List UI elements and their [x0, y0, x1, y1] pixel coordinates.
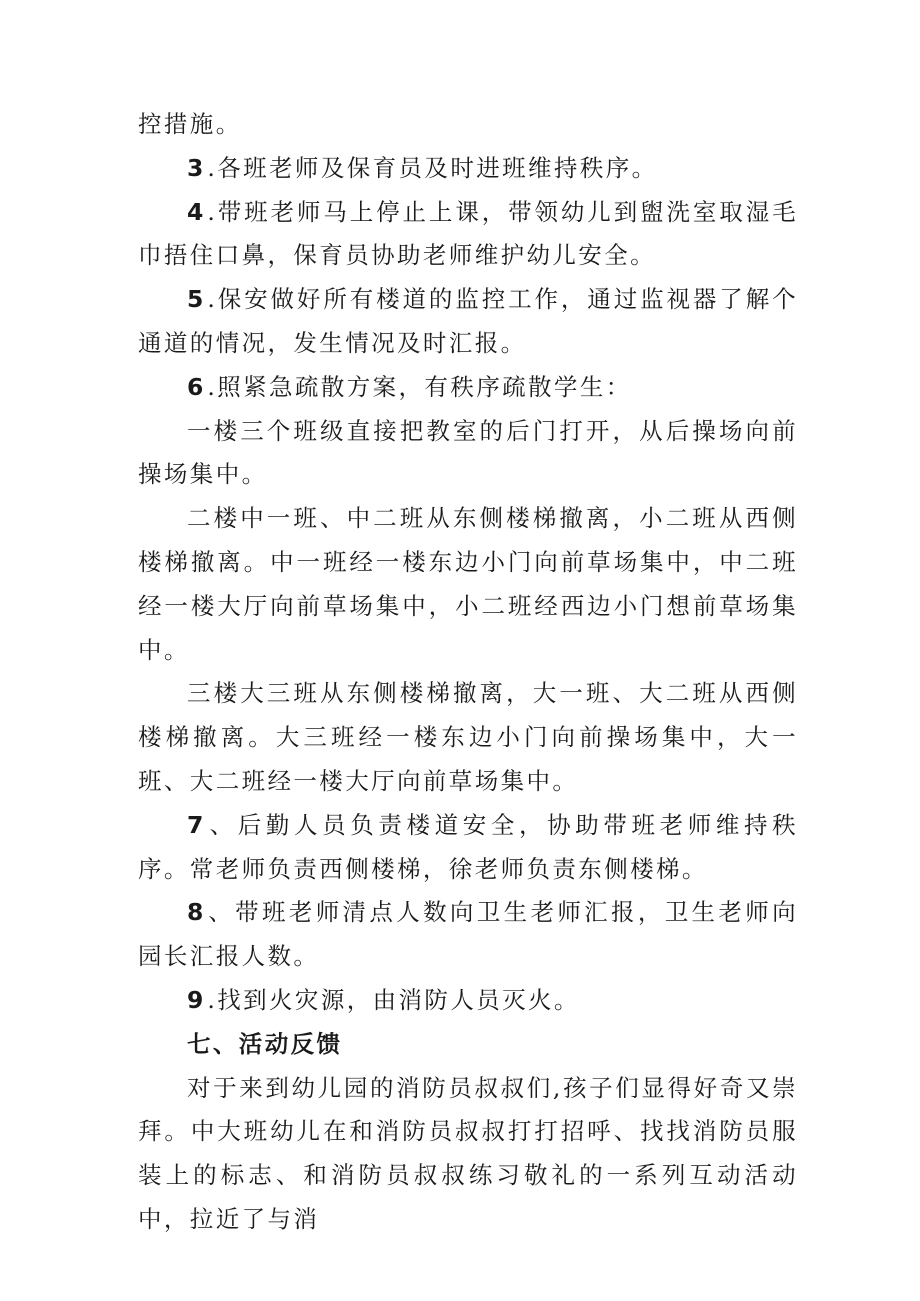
list-item-3 — [138, 147, 798, 191]
item-text: 、后勤人员负责楼道安全，协助带班老师维持秩序。常老师负责西侧楼梯，徐老师负责东侧楼梯。 — [138, 810, 798, 883]
paragraph-feedback — [138, 1067, 798, 1242]
paragraph-text: 对于来到幼儿园的消防员叔叔们,孩子们显得好奇又崇拜。中大班幼儿在和消防员叔叔打打招呼、找找消防员服装上的标志、和消防员叔叔练习敬礼的一系列互动活动中，拉近了与消 — [138, 1073, 798, 1233]
paragraph-continuation — [138, 103, 798, 147]
item-number: 3 — [187, 153, 204, 182]
paragraph-first-floor — [138, 410, 798, 498]
item-text: .带班老师马上停止上课，带领幼儿到盥洗室取湿毛巾捂住口鼻，保育员协助老师维护幼儿安全。 — [138, 197, 798, 270]
item-text: .找到火灾源，由消防人员灭火。 — [207, 985, 580, 1014]
item-number: 8 — [187, 898, 204, 927]
item-text: .照紧急疏散方案，有秩序疏散学生： — [207, 372, 632, 401]
item-text: .各班老师及保育员及时进班维持秩序。 — [207, 153, 658, 182]
item-text: 、带班老师清点人数向卫生老师汇报，卫生老师向园长汇报人数。 — [138, 898, 798, 971]
item-number: 9 — [187, 985, 204, 1014]
paragraph-third-floor — [138, 672, 798, 803]
section-heading-feedback: 七、活动反馈 — [187, 1029, 343, 1058]
paragraph-text: 控措施。 — [138, 110, 242, 138]
item-number: 6 — [187, 372, 204, 401]
paragraph-text: 三楼大三班从东侧楼梯撤离，大一班、大二班从西侧楼梯撤离。大三班经一楼东边小门向前操场集中，大一班、大二班经一楼大厅向前草场集中。 — [138, 679, 798, 795]
paragraph-text: 一楼三个班级直接把教室的后门打开，从后操场向前操场集中。 — [138, 416, 798, 489]
item-text: .保安做好所有楼道的监控工作，通过监视器了解个通道的情况，发生情况及时汇报。 — [138, 285, 798, 357]
list-item-8 — [138, 891, 798, 979]
list-item-5 — [138, 278, 798, 366]
item-number: 7 — [187, 810, 204, 839]
list-item-9 — [138, 979, 798, 1023]
list-item-4 — [138, 191, 798, 279]
list-item-7 — [138, 804, 798, 892]
document-body — [138, 103, 798, 1242]
list-item-6 — [138, 366, 798, 410]
item-number: 5 — [187, 285, 204, 314]
item-number: 4 — [187, 197, 204, 226]
paragraph-text: 二楼中一班、中二班从东侧楼梯撤离，小二班从西侧楼梯撤离。中一班经一楼东边小门向前草场集中，中二班经一楼大厅向前草场集中，小二班经西边小门想前草场集中。 — [138, 504, 798, 664]
paragraph-second-floor — [138, 497, 798, 672]
